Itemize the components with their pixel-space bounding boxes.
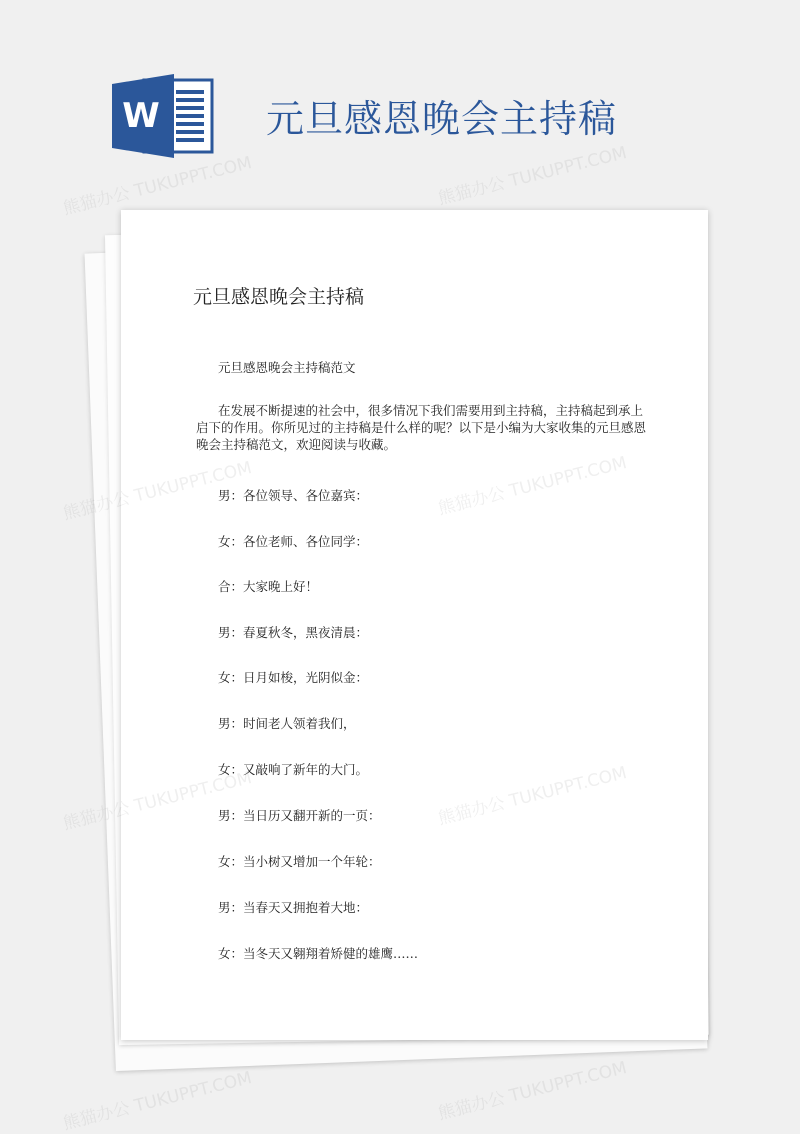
watermark: 熊猫办公 TUKUPPT.COM (436, 143, 629, 210)
watermark: 熊猫办公 TUKUPPT.COM (61, 153, 254, 220)
script-line: 男：当春天又拥抱着大地： (218, 900, 369, 915)
svg-text:W: W (122, 96, 160, 136)
watermark: 熊猫办公 TUKUPPT.COM (61, 1068, 254, 1134)
header (0, 0, 800, 190)
script-line: 男：时间老人领着我们， (218, 716, 356, 731)
script-line: 男：春夏秋冬，黑夜清晨： (218, 625, 369, 640)
intro-paragraph: 在发展不断提速的社会中，很多情况下我们需要用到主持稿，主持稿起到承上启下的作用。你所见过的主持稿是什么样的呢？以下是小编为大家收集的元旦感恩晚会主持稿范文，欢迎阅读与收藏。 (196, 403, 647, 452)
watermark: 熊猫办公 TUKUPPT.COM (436, 1058, 629, 1125)
script-line: 男：各位领导、各位嘉宾： (218, 488, 369, 503)
document-page (121, 210, 708, 1040)
script-line: 男：当日历又翻开新的一页： (218, 808, 381, 823)
page-subtitle: 元旦感恩晚会主持稿范文 (218, 360, 356, 375)
script-line: 女：日月如梭，光阴似金： (218, 670, 369, 685)
script-line: 女：各位老师、各位同学： (218, 534, 369, 549)
script-line: 女：当小树又增加一个年轮： (218, 854, 381, 869)
doc-heading: 元旦感恩晚会主持稿 (266, 97, 618, 141)
script-line: 女：当冬天又翱翔着矫健的雄鹰…… (218, 946, 419, 961)
word-document-icon (110, 74, 216, 158)
script-line: 合：大家晚上好！ (218, 579, 319, 594)
watermark: 熊猫办公 (61, 798, 133, 835)
script-line: 女：又敲响了新年的大门。 (218, 762, 369, 777)
page-title: 元旦感恩晚会主持稿 (193, 286, 365, 308)
